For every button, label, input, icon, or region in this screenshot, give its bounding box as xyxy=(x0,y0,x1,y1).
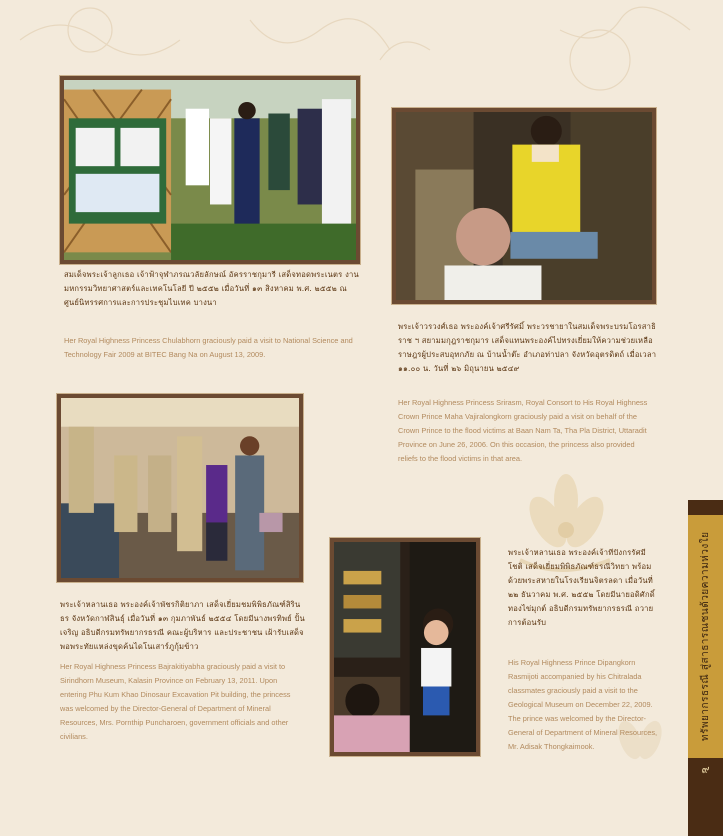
caption-3-thai: พระเจ้าหลานเธอ พระองค์เจ้าพัชรกิติยาภา เสด็จเยี่ยมชมพิพิธภัณฑ์สิรินธร จังหวัดกาฬสินธุ์ เมื่อวันที่ ๑๓ กุมภาพันธ์ ๒๕๕๔ โดยมีนางพรทิพย์ ปั้นเจริญ อธิบดีกรมทรัพยากรธรณี คณะผู้บริหาร และประชาชน เฝ้ารับเสด็จ พอพระทัยแหล่งขุดค้นไดโนเสาร์ภูกุ้มข้าว xyxy=(60,600,305,651)
page-number: ๙ xyxy=(701,763,710,776)
photo-flood-relief xyxy=(392,108,656,304)
caption-2-english: Her Royal Highness Princess Srirasm, Royal Consort to His Royal Highness Crown Prince Maha Vajiralongkorn graciously paid a visit on behalf of the Crown Prince to the flood victims at Baan Nam Ta, Tha Pla District, Uttaradit Province on June 26, 2006. On this occasion, the princess also provided reliefs to the flood victims in that area. xyxy=(398,398,648,463)
caption-4-thai: พระเจ้าหลานเธอ พระองค์เจ้าทีปังกรรัศมีโชติ เสด็จเยี่ยมพิพิธภัณฑ์ธรณีวิทยา พร้อมด้วยพระสหายในโรงเรียนจิตรลดา เมื่อวันที่ ๒๒ ธันวาคม พ.ศ. ๒๕๕๒ โดยมีนายอดิศักดิ์ ทองไข่มุกต์ อธิบดีกรมทรัพยากรธรณี ถวายการต้อนรับ xyxy=(508,548,655,627)
caption-3-english: Her Royal Highness Princess Bajrakitiyabha graciously paid a visit to Sirindhorn Museum, Kalasin Province on February 13, 2011. Upon entering Phu Kum Khao Dinosaur Excavation Pit building, the princess was welcomed by the Director-General of Department of Mineral Resources, Mrs. Pornthip Puncharoen, government officials and other civilians. xyxy=(60,662,291,741)
photo-science-fair xyxy=(60,76,360,264)
side-title: ทรัพยากรธรณี สู่สาธารณชนด้วยความห่วงใย xyxy=(700,531,711,742)
caption-2-thai: พระเจ้าวรวงศ์เธอ พระองค์เจ้าศรีรัศมิ์ พระวรชายาในสมเด็จพระบรมโอรสาธิราช ฯ สยามมกุฎราชกุมาร เสด็จแทนพระองค์ไปทรงเยี่ยมให้ความช่วยเหลือราษฎรผู้ประสบอุทกภัย ณ บ้านน้ำต๊ะ อำเภอท่าปลา จังหวัดอุตรดิตถ์ เมื่อเวลา ๑๑.๐๐ น. วันที่ ๒๖ มิถุนายน ๒๕๔๙ xyxy=(398,322,657,373)
caption-1-thai: สมเด็จพระเจ้าลูกเธอ เจ้าฟ้าจุฬาภรณวลัยลักษณ์ อัครราชกุมารี เสด็จทอดพระเนตร งานมหกรรมวิทยาศาสตร์และเทคโนโลยี ปี ๒๕๕๒ เมื่อวันที่ ๑๓ สิงหาคม พ.ศ. ๒๕๕๒ ณ ศูนย์นิทรรศการและการประชุมไบเทค บางนา xyxy=(64,270,359,307)
photo-geological-museum xyxy=(330,538,480,756)
caption-4-english: His Royal Highness Prince Dipangkorn Rasmijoti accompanied by his Chitralada classmates graciously paid a visit to the Geological Museum on December 22, 2009. The prince was welcomed by the Director-General of Department of Mineral Resources, Mr. Adisak Thongkaimook. xyxy=(508,658,658,751)
caption-1-english: Her Royal Highness Princess Chulabhorn graciously paid a visit to National Science and Technology Fair 2009 at BITEC Bang Na on August 13, 2009. xyxy=(64,336,353,359)
photo-sirindhorn-museum xyxy=(57,394,303,582)
